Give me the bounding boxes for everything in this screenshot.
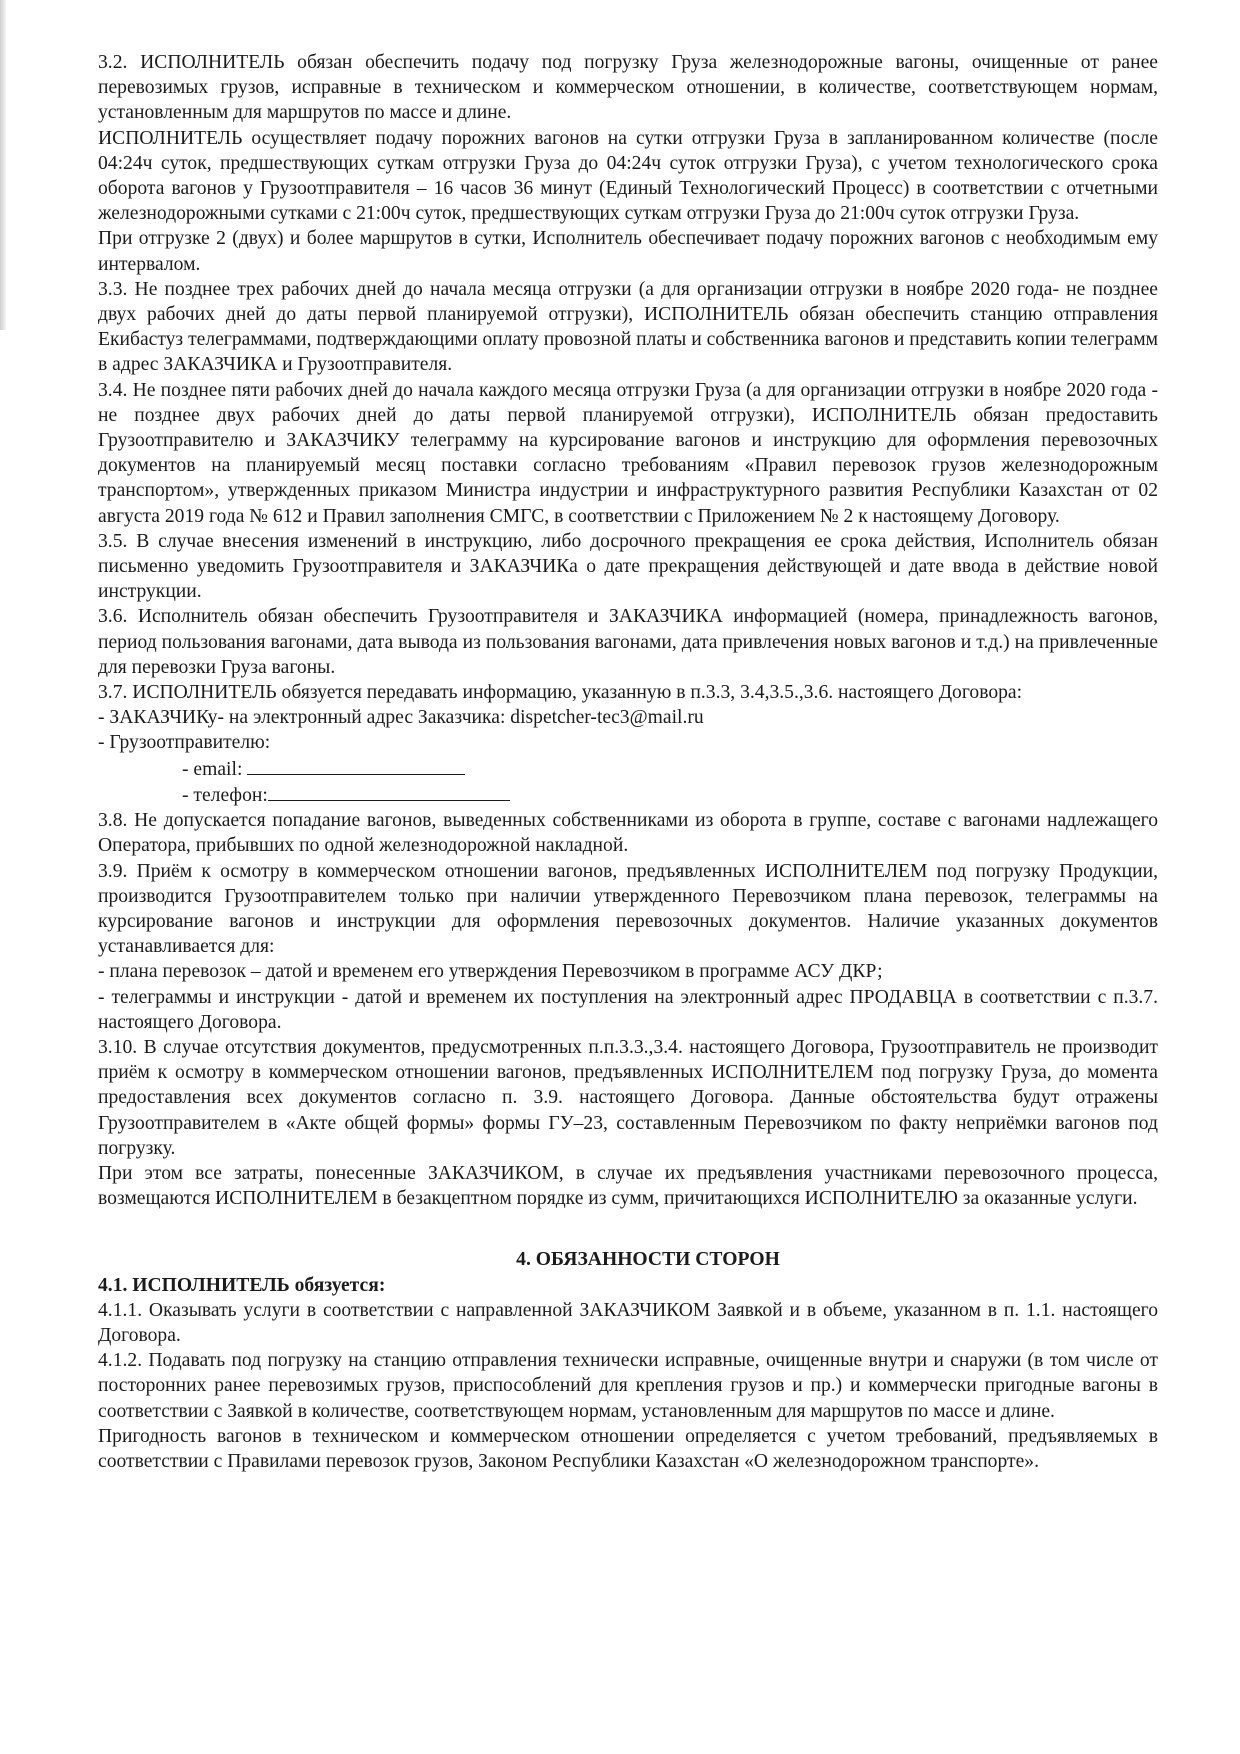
clause-3-3: 3.3. Не позднее трех рабочих дней до начала месяца отгрузки (а для организации отгрузки в ноябре 2020 года- не позднее двух рабочих дней до даты первой планируемой отгрузки), ИСПОЛНИТЕЛЬ обязан обеспечить станцию отправления Екибастуз телеграммами, подтверждающими оплату провозной платы и собственника вагонов и представить копии телеграмм в адрес ЗАКАЗЧИКА и Грузоотправителя. — [98, 278, 1159, 376]
clause-4-1-1: 4.1.1. Оказывать услуги в соответствии с направленной ЗАКАЗЧИКОМ Заявкой и в объеме, указанном в п. 1.1. настоящего Договора. — [98, 1299, 1158, 1346]
clause-3-8: 3.8. Не допускается попадание вагонов, выведенных собственниками из оборота в группе, составе с вагонами надлежащего Оператора, прибывших по одной железнодорожной накладной. — [98, 810, 1158, 857]
clause-3-5: 3.5. В случае внесения изменений в инструкцию, либо досрочного прекращения ее срока действия, Исполнитель обязан письменно уведомить Грузоотправителя и ЗАКАЗЧИКа о дате прекращения действующей и дате ввода в действие новой инструкции. — [98, 530, 1158, 603]
scan-edge-shadow — [0, 0, 6, 330]
document-page — [98, 50, 1158, 1474]
shipper-email-label: - email: — [182, 758, 243, 780]
shipper-email-blank — [247, 756, 465, 775]
clause-3-6: 3.6. Исполнитель обязан обеспечить Грузоотправителя и ЗАКАЗЧИКА информацией (номера, принадлежность вагонов, период пользования вагонами, дата вывода из пользования вагонами, дата привлечения новых вагонов и т.д.) на привлеченные для перевозки Груза вагоны. — [98, 606, 1158, 678]
shipper-phone-line — [98, 782, 1158, 808]
clause-4-1-2: 4.1.2. Подавать под погрузку на станцию отправления технически исправные, очищенные внутри и снаружи (в том числе от посторонних ранее перевозимых грузов, приспособлений для крепления грузов и пр.) и коммерчески пригодные вагоны в соответствии с Заявкой в количестве, соответствующем нормам, установленным для маршрутов по массе и длине. — [98, 1350, 1158, 1422]
clause-3-2-multiple-routes: При отгрузке 2 (двух) и более маршрутов в сутки, Исполнитель обеспечивает подачу порожних вагонов с необходимым ему интервалом. — [98, 228, 1158, 275]
shipper-email-line — [98, 756, 1158, 782]
clause-3-7-shipper: - Грузоотправителю: — [98, 732, 271, 754]
shipper-phone-blank — [268, 782, 510, 801]
section-4-title: 4. ОБЯЗАННОСТИ СТОРОН — [516, 1249, 780, 1271]
clause-3-9: 3.9. Приём к осмотру в коммерческом отношении вагонов, предъявленных ИСПОЛНИТЕЛЕМ под погрузку Продукции, производится Грузоотправителем только при наличии утвержденного Перевозчиком плана перевозок, телеграммы на курсирование вагонов и инструкции для оформления перевозочных документов. Наличие указанных документов устанавливается для: — [98, 860, 1158, 958]
clause-3-2-delivery: ИСПОЛНИТЕЛЬ осуществляет подачу порожних вагонов на сутки отгрузки Груза в запланированном количестве (после 04:24ч суток, предшествующих суткам отгрузки Груза до 04:24ч суток отгрузки Груза), с учетом технологического срока оборота вагонов у Грузоотправителя – 16 часов 36 минут (Единый Технологический Процесс) в соответствии с отчетными железнодорожными сутками с 21:00ч суток, предшествующих суткам отгрузки Груза до 21:00ч суток отгрузки Груза. — [98, 127, 1158, 225]
clause-3-10: 3.10. В случае отсутствия документов, предусмотренных п.п.3.3.,3.4. настоящего Договора, Грузоотправитель не производит приём к осмотру в коммерческом отношении вагонов, предъявленных ИСПОЛНИТЕЛЕМ под погрузку Груза, до момента предоставления всех документов согласно п. 3.9. настоящего Договора. Данные обстоятельства будут отражены Грузоотправителем в «Акте общей формы» формы ГУ–23, составленным Перевозчиком по факту неприёмки вагонов под погрузку. — [98, 1036, 1158, 1159]
shipper-phone-label: - телефон: — [182, 784, 268, 806]
clause-4-1-2-suitability: Пригодность вагонов в техническом и коммерческом отношении определяется с учетом требований, предъявляемых в соответствии с Правилами перевозок грузов, Законом Республики Казахстан «О железнодорожном транспорте». — [98, 1425, 1158, 1472]
clause-3-7: 3.7. ИСПОЛНИТЕЛЬ обязуется передавать информацию, указанную в п.3.3, 3.4,3.5.,3.6. настоящего Договора: — [98, 682, 1023, 704]
clause-3-10-costs: При этом все затраты, понесенные ЗАКАЗЧИКОМ, в случае их предъявления участниками перевозочного процесса, возмещаются ИСПОЛНИТЕЛЕМ в безакцептном порядке из сумм, причитающихся ИСПОЛНИТЕЛЮ за оказанные услуги. — [98, 1162, 1158, 1210]
clause-3-4: 3.4. Не позднее пяти рабочих дней до начала каждого месяца отгрузки Груза (а для организации отгрузки в ноябре 2020 года - не позднее двух рабочих дней до даты первой планируемой отгрузки), ИСПОЛНИТЕЛЬ обязан предоставить Грузоотправителю и ЗАКАЗЧИКУ телеграмму на курсирование вагонов и инструкцию для оформления перевозочных документов на планируемый месяц поставки согласно требованиям «Правил перевозок грузов железнодорожным транспортом», утвержденных приказом Министра индустрии и инфраструктурного развития Республики Казахстан от 02 августа 2019 года № 612 и Правил заполнения СМГС, в соответствии с Приложением № 2 к настоящему Договору. — [98, 379, 1158, 527]
clause-3-9-plan: - плана перевозок – датой и временем его утверждения Перевозчиком в программе АСУ ДКР; — [98, 961, 883, 983]
clause-3-7-customer-email: - ЗАКАЗЧИКу- на электронный адрес Заказчика: dispetcher-tec3@mail.ru — [98, 707, 704, 729]
clause-3-2: 3.2. ИСПОЛНИТЕЛЬ обязан обеспечить подачу под погрузку Груза железнодорожные вагоны, очищенные от ранее перевозимых грузов, исправные в техническом и коммерческом отношении, в количестве, соответствующем нормам, установленным для маршрутов по массе и длине. — [98, 52, 1158, 124]
clause-4-1-heading: 4.1. ИСПОЛНИТЕЛЬ обязуется: — [98, 1274, 386, 1296]
clause-3-9-telegram: - телеграммы и инструкции - датой и временем их поступления на электронный адрес ПРОДАВЦА в соответствии с п.3.7. настоящего Договора. — [98, 986, 1158, 1033]
